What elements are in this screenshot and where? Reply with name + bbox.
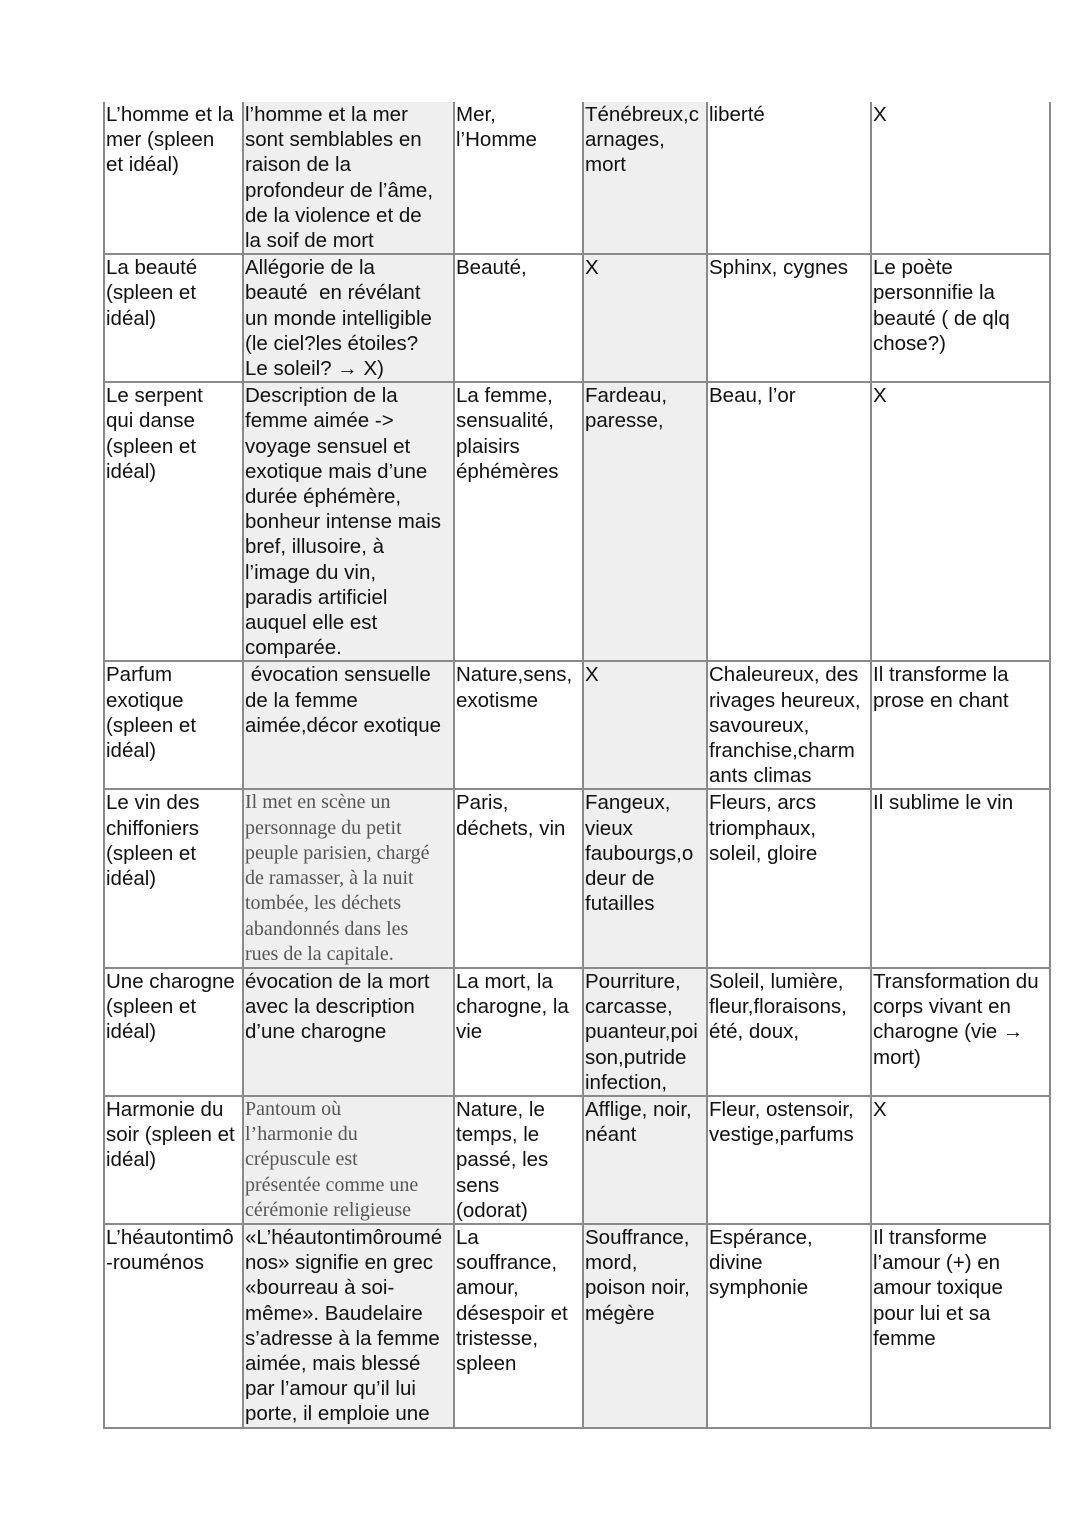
cell-text: La femme, sensualité, plaisirs éphémères [456, 384, 559, 483]
cell-text: Beau, l’or [709, 384, 796, 408]
cell-text: Description de la femme aimée -> voyage sensuel et exotique mais d’une durée éphémère, bonheur intense mais bref, illusoire, à l’image du vin, paradis artificiel auquel elle est comparée. [245, 384, 442, 660]
cell-text: «L’héautontimôroumé nos» signifie en grec «bourreau à soi- même». Baudelaire s’adresse à la femme aimée, mais blessé par l’amour qu’il lui porte, il emploie une [245, 1225, 443, 1426]
cell-text: L’homme et la mer (spleen et idéal) [106, 103, 234, 177]
table-row [104, 382, 1050, 661]
poem-title-cell [104, 102, 243, 254]
poem-summary-cell [243, 789, 454, 967]
table-row [104, 968, 1050, 1096]
theme-cell [454, 1224, 583, 1428]
positive-lexicon-cell [707, 968, 871, 1096]
negative-lexicon-cell [583, 254, 707, 382]
table-row [104, 1224, 1050, 1428]
cell-text: X [873, 103, 887, 126]
poem-title-cell [104, 1096, 243, 1224]
theme-cell [454, 1096, 583, 1224]
cell-text: Beauté, [456, 256, 527, 280]
cell-text: Nature, le temps, le passé, les sens (odorat) [456, 1097, 549, 1222]
cell-text: La beauté (spleen et idéal) [106, 256, 198, 330]
positive-lexicon-cell [707, 382, 871, 661]
positive-lexicon-cell [707, 102, 871, 254]
transformation-cell [871, 968, 1050, 1096]
negative-lexicon-cell [583, 661, 707, 789]
cell-text: Pantoum où l’harmonie du crépuscule est présentée comme une cérémonie religieuse [245, 1097, 419, 1221]
table-row [104, 661, 1050, 789]
theme-cell [454, 968, 583, 1096]
poem-analysis-table [103, 102, 1051, 1429]
cell-text: X [873, 384, 887, 408]
table-row [104, 789, 1050, 967]
theme-cell [454, 661, 583, 789]
transformation-cell [871, 254, 1050, 382]
cell-text: liberté [709, 103, 765, 126]
cell-text: Il sublime le vin [873, 791, 1014, 815]
transformation-cell [871, 1224, 1050, 1428]
transformation-cell [871, 789, 1050, 967]
cell-text: Une charogne (spleen et idéal) [106, 969, 235, 1044]
cell-text: Sphinx, cygnes [709, 256, 849, 280]
table-row [104, 254, 1050, 382]
cell-text: Chaleureux, des rivages heureux, savoureux, franchise,charm ants climas [709, 663, 861, 788]
positive-lexicon-cell [707, 1224, 871, 1428]
transformation-cell [871, 102, 1050, 254]
cell-text: Transformation du corps vivant en charogne (vie → mort) [873, 969, 1039, 1069]
cell-text: Parfum exotique (spleen et idéal) [106, 663, 197, 763]
cell-text: Fangeux, vieux faubourgs,o deur de futailles [585, 791, 694, 916]
poem-summary-cell [243, 968, 454, 1096]
negative-lexicon-cell [583, 1224, 707, 1428]
table-row [104, 102, 1050, 254]
cell-text: évocation sensuelle de la femme aimée,décor exotique [245, 663, 442, 737]
poem-summary-cell [243, 254, 454, 382]
negative-lexicon-cell [583, 102, 707, 254]
positive-lexicon-cell [707, 661, 871, 789]
cell-text: Le serpent qui danse (spleen et idéal) [106, 384, 203, 483]
cell-text: Harmonie du soir (spleen et idéal) [106, 1097, 235, 1172]
poem-summary-cell [243, 1096, 454, 1224]
cell-text: Souffrance, mord, poison noir, mégère [585, 1225, 690, 1325]
poem-summary-cell [243, 102, 454, 254]
cell-text: Espérance, divine symphonie [709, 1225, 813, 1300]
poem-title-cell [104, 789, 243, 967]
cell-text: X [873, 1097, 887, 1121]
cell-text: X [585, 256, 599, 280]
cell-text: Allégorie de la beauté en révélant un monde intelligible (le ciel?les étoiles? Le soleil? → X) [245, 256, 432, 381]
negative-lexicon-cell [583, 968, 707, 1096]
cell-text: évocation de la mort avec la description d’une charogne [245, 969, 430, 1044]
negative-lexicon-cell [583, 789, 707, 967]
negative-lexicon-cell [583, 1096, 707, 1224]
cell-text: Fardeau, paresse, [585, 384, 668, 433]
poem-title-cell [104, 968, 243, 1096]
cell-text: Paris, déchets, vin [456, 791, 566, 840]
cell-text: La mort, la charogne, la vie [456, 969, 569, 1044]
cell-text: Fleur, ostensoir, vestige,parfums [709, 1097, 854, 1147]
cell-text: Il transforme l’amour (+) en amour toxique pour lui et sa femme [873, 1225, 1003, 1350]
theme-cell [454, 382, 583, 661]
poem-title-cell [104, 254, 243, 382]
cell-text: l’homme et la mer sont semblables en raison de la profondeur de l’âme, de la violence et de la soif de mort [245, 103, 434, 253]
poem-summary-cell [243, 1224, 454, 1428]
transformation-cell [871, 382, 1050, 661]
negative-lexicon-cell [583, 382, 707, 661]
positive-lexicon-cell [707, 1096, 871, 1224]
cell-text: Nature,sens, exotisme [456, 663, 573, 712]
transformation-cell [871, 661, 1050, 789]
cell-text: Il transforme la prose en chant [873, 663, 1009, 712]
poem-title-cell [104, 661, 243, 789]
cell-text: Fleurs, arcs triomphaux, soleil, gloire [709, 791, 818, 865]
theme-cell [454, 102, 583, 254]
poem-summary-cell [243, 382, 454, 661]
positive-lexicon-cell [707, 254, 871, 382]
cell-text: L’héautontimô -rouménos [106, 1225, 234, 1275]
theme-cell [454, 789, 583, 967]
table-row [104, 1096, 1050, 1224]
positive-lexicon-cell [707, 789, 871, 967]
cell-text: Le vin des chiffoniers (spleen et idéal) [106, 791, 200, 891]
cell-text: Mer, l’Homme [456, 103, 537, 152]
cell-text: Il met en scène un personnage du petit peuple parisien, chargé de ramasser, à la nuit tombée, les déchets abandonnés dans les rues de la capitale. [245, 791, 430, 965]
transformation-cell [871, 1096, 1050, 1224]
cell-text: Soleil, lumière, fleur,floraisons, été, doux, [709, 969, 847, 1044]
cell-text: Afflige, noir, néant [585, 1097, 692, 1147]
cell-text: Le poète personnifie la beauté ( de qlq chose?) [873, 256, 1010, 355]
theme-cell [454, 254, 583, 382]
poem-summary-cell [243, 661, 454, 789]
cell-text: Ténébreux,c arnages, mort [585, 103, 699, 177]
cell-text: La souffrance, amour, désespoir et tristesse, spleen [456, 1225, 568, 1375]
cell-text: Pourriture, carcasse, puanteur,poi son,putride infection, [585, 969, 698, 1094]
cell-text: X [585, 663, 599, 687]
poem-title-cell [104, 382, 243, 661]
poem-title-cell [104, 1224, 243, 1428]
